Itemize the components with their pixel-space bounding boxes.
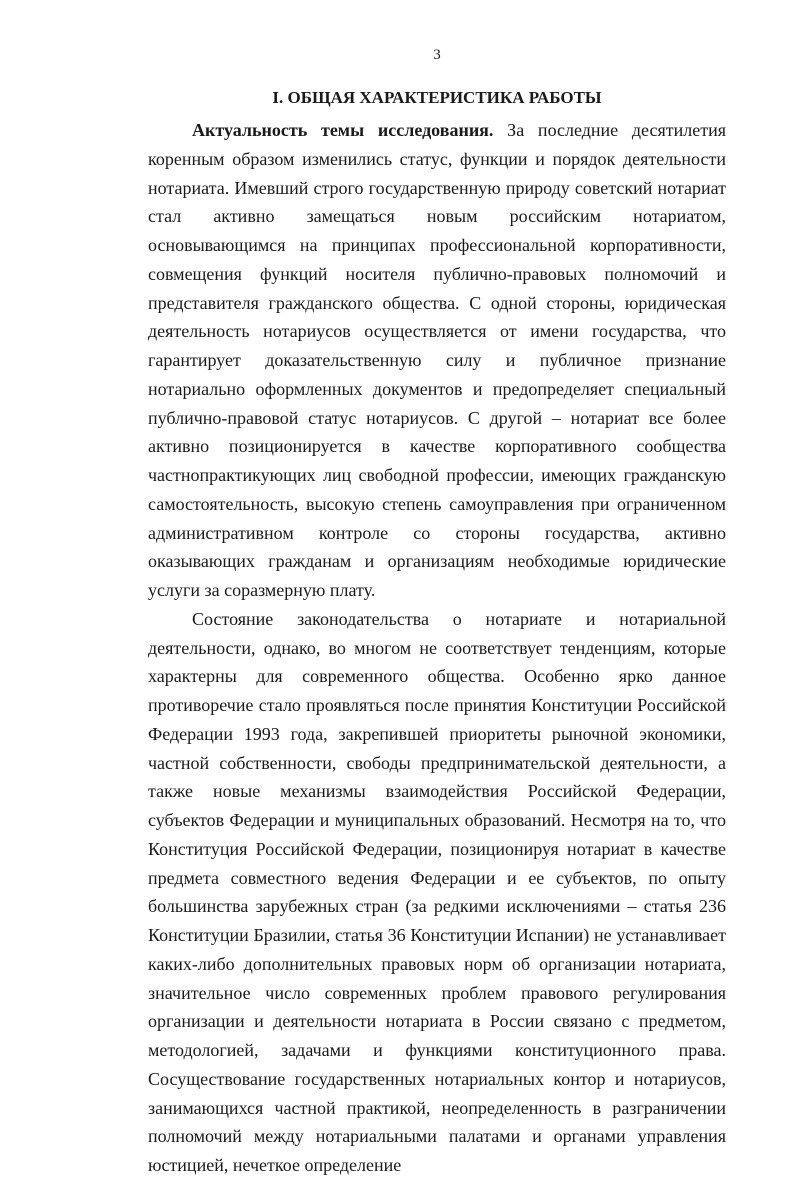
paragraph-lead-relevance: Актуальность темы исследования. [192,120,494,140]
page-number: 3 [433,47,441,63]
document-page [148,46,726,1180]
paragraph-relevance [148,116,726,605]
paragraph-text-relevance: За последние десятилетия коренным образом изменились статус, функции и порядок деятельности нотариата. Имевший строго государственную природу советский нотариат стал активно замещаться новым российским нотариатом, основывающимся на принципах профессиональной корпоративности, совмещения функций носителя публично-правовых полномочий и представителя гражданского общества. С одной стороны, юридическая деятельность нотариусов осуществляется от имени государства, что гарантирует доказательственную силу и публичное признание нотариально оформленных документов и предопределяет специальный публично-правовой статус нотариусов. С другой – нотариат все более активно позиционируется в качестве корпоративного сообщества частнопрактикующих лиц свободной профессии, имеющих гражданскую самостоятельность, высокую степень самоуправления при ограниченном административном контроле со стороны государства, активно оказывающих гражданам и организациям необходимые юридические услуги за соразмерную плату. [148,120,727,600]
paragraph-legislation [148,605,726,1180]
paragraph-text-legislation: Состояние законодательства о нотариате и нотариальной деятельности, однако, во многом не соответствует тенденциям, которые характерны для современного общества. Особенно ярко данное противоречие стало проявляться после принятия Конституции Российской Федерации 1993 года, закрепившей приоритеты рыночной экономики, частной собственности, свободы предпринимательской деятельности, а также новые механизмы взаимодействия Российской Федерации, субъектов Федерации и муниципальных образований. Несмотря на то, что Конституция Российской Федерации, позиционируя нотариат в качестве предмета совместного ведения Федерации и ее субъектов, по опыту большинства зарубежных стран (за редкими исключениями – статья 236 Конституции Бразилии, статья 36 Конституции Испании) не устанавливает каких-либо дополнительных правовых норм об организации нотариата, значительное число современных проблем правового регулирования организации и деятельности нотариата в России связано с предметом, методологией, задачами и функциями конституционного права. Сосуществование государственных нотариальных контор и нотариусов, занимающихся частной практикой, неопределенность в разграничении полномочий между нотариальными палатами и органами управления юстицией, нечеткое определение [148,608,726,1175]
section-heading: I. ОБЩАЯ ХАРАКТЕРИСТИКА РАБОТЫ [272,88,602,107]
